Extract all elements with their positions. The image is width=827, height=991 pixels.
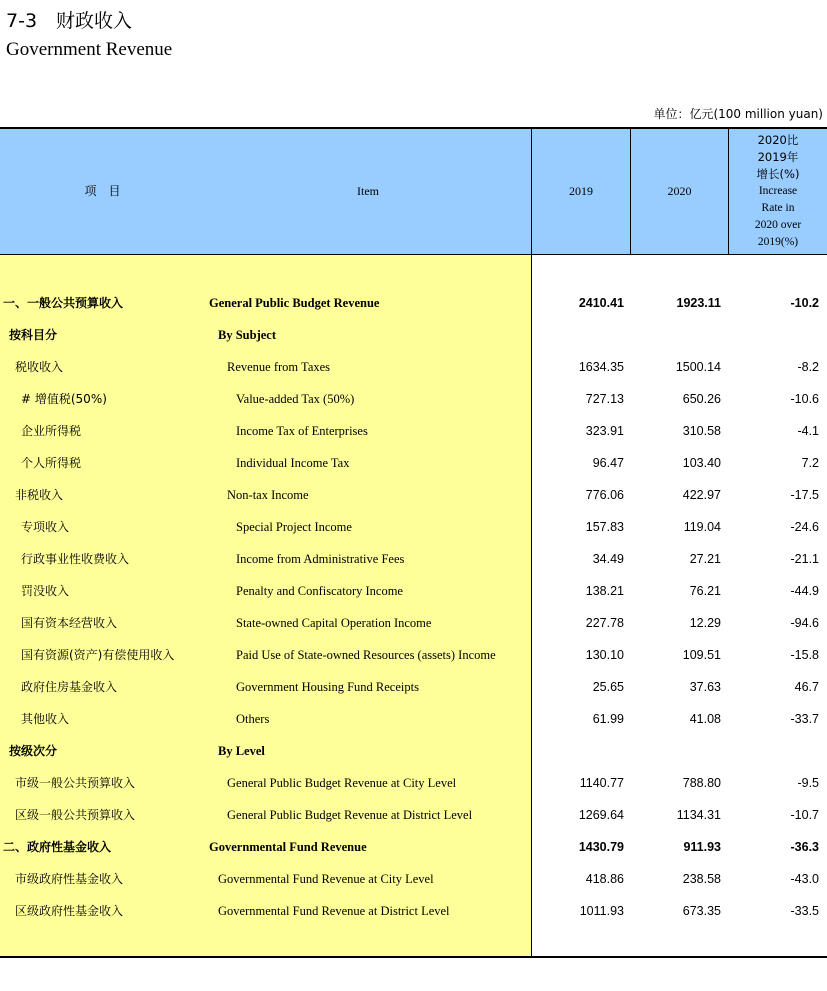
header-item-english: Item [357,184,379,198]
cell-2020: 788.80 [682,776,721,790]
cell-2019: 418.86 [585,872,624,886]
row-label-chinese: 按级次分 [9,744,58,758]
row-label-chinese: 国有资源(资产)有偿使用收入 [21,648,175,662]
cell-2020: 673.35 [682,904,721,918]
table-row [0,351,827,383]
row-label-english: Governmental Fund Revenue at City Level [218,872,434,886]
row-label-chinese: 个人所得税 [21,456,82,470]
table-row [0,799,827,831]
row-label-chinese: 二、政府性基金收入 [3,840,112,854]
cell-2019: 727.13 [585,392,624,406]
cell-2020: 41.08 [689,712,721,726]
cell-2019: 2410.41 [578,296,624,310]
row-label-english: Non-tax Income [227,488,309,502]
header-rate-line: Increase [758,185,798,197]
row-label-english: Governmental Fund Revenue at District Level [218,904,450,918]
row-label-chinese: 企业所得税 [21,424,82,438]
header-rate-line: 2019年 [757,150,799,164]
cell-2019: 1011.93 [579,904,624,918]
row-label-english: General Public Budget Revenue at District Level [227,808,473,822]
cell-increase-rate: -33.7 [790,712,819,726]
table-row [0,287,827,319]
row-label-chinese: 一、一般公共预算收入 [3,296,124,310]
table-row [0,703,827,735]
cell-2020: 310.58 [682,424,721,438]
cell-2020: 422.97 [682,488,721,502]
cell-increase-rate: -21.1 [790,552,819,566]
row-label-chinese: 政府住房基金收入 [21,680,118,694]
cell-2019: 1140.77 [579,776,624,790]
header-rate-line: 2020比 [757,133,799,147]
row-label-chinese: 其他收入 [21,712,70,726]
cell-increase-rate: 46.7 [794,680,819,694]
cell-increase-rate: -44.9 [790,584,819,598]
row-label-chinese: 区级一般公共预算收入 [15,808,136,822]
row-label-english: Individual Income Tax [236,456,350,470]
cell-2020: 1134.31 [676,808,721,822]
cell-increase-rate: -33.5 [790,904,819,918]
cell-2020: 37.63 [689,680,721,694]
table-row [0,607,827,639]
cell-2019: 227.78 [585,616,624,630]
cell-2020: 12.29 [689,616,721,630]
table-row [0,319,827,351]
table-row [0,479,827,511]
row-label-english: Government Housing Fund Receipts [236,680,419,694]
row-label-chinese: 按科目分 [9,328,58,342]
table-row [0,671,827,703]
cell-2019: 1430.79 [578,840,624,854]
table-row [0,639,827,671]
cell-2019: 776.06 [585,488,624,502]
row-label-chinese: # 增值税(50%) [21,392,107,406]
cell-2019: 1269.64 [578,808,624,822]
header-rate-line: 2020 over [754,219,802,231]
cell-increase-rate: -10.2 [790,296,819,310]
table-row [0,543,827,575]
row-label-chinese: 国有资本经营收入 [21,616,118,630]
page-title-english: Government Revenue [6,39,173,60]
row-label-english: Value-added Tax (50%) [236,392,355,406]
row-label-english: Paid Use of State-owned Resources (assets) Income [236,648,496,662]
cell-2020: 1500.14 [675,360,721,374]
cell-increase-rate: -8.2 [797,360,819,374]
cell-increase-rate: -10.6 [790,392,819,406]
cell-2020: 27.21 [689,552,721,566]
cell-2020: 76.21 [689,584,721,598]
row-label-english: General Public Budget Revenue at City Level [227,776,457,790]
table-row [0,415,827,447]
cell-2019: 157.83 [585,520,624,534]
row-label-english: General Public Budget Revenue [209,296,380,310]
cell-increase-rate: -94.6 [790,616,819,630]
cell-2019: 25.65 [592,680,624,694]
cell-increase-rate: -17.5 [790,488,819,502]
table-row [0,735,827,767]
row-label-english: Income from Administrative Fees [236,552,405,566]
table-row [0,863,827,895]
cell-2020: 109.51 [682,648,721,662]
header-rate-line: 2019(%) [757,236,799,248]
row-label-english: Income Tax of Enterprises [236,424,368,438]
cell-increase-rate: 7.2 [801,456,819,470]
cell-increase-rate: -4.1 [797,424,819,438]
table-bottom-border [0,956,827,958]
table-row [0,831,827,863]
table-row [0,767,827,799]
cell-increase-rate: -15.8 [790,648,819,662]
cell-2019: 1634.35 [578,360,624,374]
cell-2020: 650.26 [682,392,721,406]
cell-2019: 61.99 [592,712,624,726]
cell-increase-rate: -10.7 [790,808,819,822]
header-year-2019: 2019 [569,184,593,198]
cell-2019: 138.21 [585,584,624,598]
cell-increase-rate: -43.0 [790,872,819,886]
row-label-english: Special Project Income [236,520,352,534]
row-label-chinese: 区级政府性基金收入 [15,904,124,918]
page-title-chinese: 7-3 财政收入 [6,10,133,32]
row-label-chinese: 非税收入 [15,488,64,502]
cell-2019: 323.91 [585,424,624,438]
table-row [0,447,827,479]
header-increase-rate [729,128,827,255]
cell-2020: 119.04 [683,520,721,534]
cell-2019: 34.49 [592,552,624,566]
cell-2020: 911.93 [683,840,721,854]
table-row [0,511,827,543]
header-rate-line: 增长(%) [756,167,800,181]
cell-increase-rate: -9.5 [797,776,819,790]
table-row [0,383,827,415]
cell-2019: 130.10 [585,648,624,662]
row-label-english: Revenue from Taxes [227,360,331,374]
row-label-chinese: 市级政府性基金收入 [15,872,124,886]
row-label-chinese: 行政事业性收费收入 [21,552,130,566]
row-label-chinese: 专项收入 [21,520,70,534]
cell-2019: 96.47 [592,456,624,470]
header-rate-line: Rate in [761,202,795,214]
header-year-2020: 2020 [667,184,692,198]
table-row [0,575,827,607]
row-label-english: Governmental Fund Revenue [209,840,367,854]
row-label-english: Penalty and Confiscatory Income [236,584,403,598]
header-item-chinese: 项 目 [84,184,121,198]
row-label-chinese: 罚没收入 [21,584,70,598]
row-label-english: State-owned Capital Operation Income [236,616,432,630]
cell-increase-rate: -24.6 [790,520,819,534]
cell-2020: 103.40 [682,456,721,470]
row-label-english: By Subject [218,328,276,342]
row-label-chinese: 市级一般公共预算收入 [15,776,136,790]
cell-increase-rate: -36.3 [790,840,819,854]
cell-2020: 238.58 [682,872,721,886]
row-label-chinese: 税收收入 [15,360,64,374]
row-label-english: By Level [218,744,265,758]
row-label-english: Others [236,712,270,726]
unit-label: 单位：亿元(100 million yuan) [653,107,823,121]
cell-2020: 1923.11 [676,296,721,310]
table-row [0,895,827,927]
